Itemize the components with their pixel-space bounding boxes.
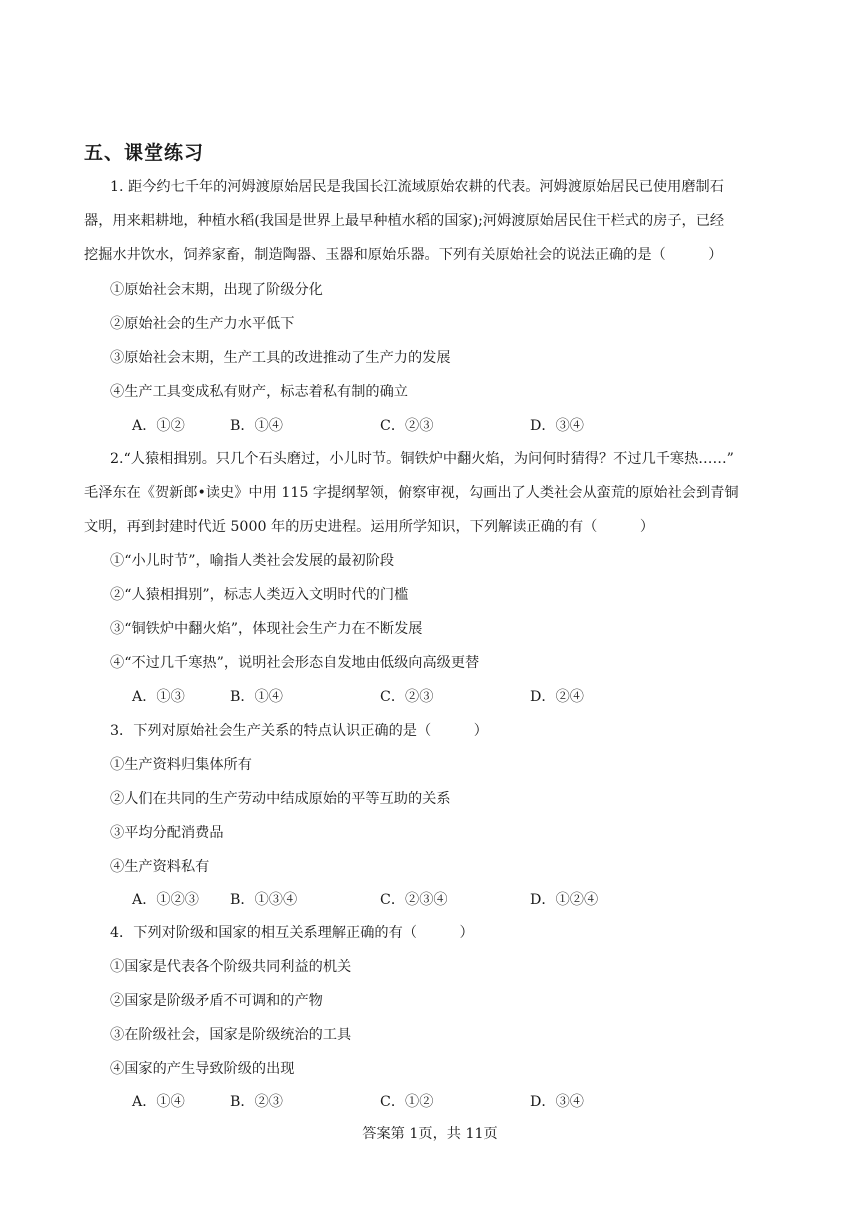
question-1-option-d: D．③④ [530, 418, 584, 434]
question-2-stem-line-3: 文明，再到封建时代近 5000 年的历史进程。运用所学知识，下列解读正确的有（ ） [84, 519, 655, 535]
question-3-stem: 3．下列对原始社会生产关系的特点认识正确的是（ ） [110, 723, 488, 739]
question-1-item-1: ①原始社会末期，出现了阶级分化 [110, 282, 323, 298]
question-3-option-b: B．①③④ [230, 892, 298, 908]
question-4-option-c: C．①② [380, 1094, 434, 1110]
question-2-option-b: B．①④ [230, 689, 283, 705]
question-3-option-d: D．①②④ [530, 892, 599, 908]
question-3-item-1: ①生产资料归集体所有 [110, 757, 252, 773]
question-1-option-a: A．①② [132, 418, 185, 434]
question-2-item-4: ④“不过几千寒热”，说明社会形态自发地由低级向高级更替 [110, 655, 480, 671]
question-1-stem-line-2: 器，用来耜耕地，种植水稻(我国是世界上最早种植水稻的国家);河姆渡原始居民住干栏式的房子，已经 [84, 213, 725, 229]
question-1-item-4: ④生产工具变成私有财产，标志着私有制的确立 [110, 384, 408, 400]
question-4-item-3: ③在阶级社会，国家是阶级统治的工具 [110, 1027, 352, 1043]
question-3-option-c: C．②③④ [380, 892, 448, 908]
question-2-option-d: D．②④ [530, 689, 584, 705]
question-2-stem-line-2: 毛泽东在《贺新郎•读史》中用 115 字提纲挈领，俯察审视，勾画出了人类社会从蛮荒的原始社会到青铜 [84, 485, 739, 501]
question-2-stem-line-1: 2.“人猿相揖别。只几个石头磨过，小儿时节。铜铁炉中翻火焰，为问何时猜得？不过几千寒热……” [110, 451, 734, 467]
question-4-option-d: D．③④ [530, 1094, 584, 1110]
question-1-option-b: B．①④ [230, 418, 283, 434]
question-3-options [132, 890, 772, 910]
question-4-item-4: ④国家的产生导致阶级的出现 [110, 1061, 295, 1077]
question-4-option-a: A．①④ [132, 1094, 185, 1110]
question-2-item-1: ①“小儿时节”，喻指人类社会发展的最初阶段 [110, 553, 395, 569]
question-1-option-c: C．②③ [380, 418, 434, 434]
question-2-item-2: ②“人猿相揖别”，标志人类迈入文明时代的门槛 [110, 587, 409, 603]
section-title: 五、课堂练习 [84, 142, 205, 164]
question-3-item-2: ②人们在共同的生产劳动中结成原始的平等互助的关系 [110, 791, 451, 807]
question-4-options [132, 1092, 772, 1112]
question-2-options [132, 687, 772, 707]
question-1-stem-line-1: 1. 距今约七千年的河姆渡原始居民是我国长江流域原始农耕的代表。河姆渡原始居民已使用磨制石 [110, 179, 724, 195]
page-footer: 答案第 1页，共 11页 [362, 1126, 498, 1142]
question-3-item-3: ③平均分配消费品 [110, 825, 224, 841]
question-1-options [132, 416, 772, 436]
question-1-stem-line-3: 挖掘水井饮水，饲养家畜，制造陶器、玉器和原始乐器。下列有关原始社会的说法正确的是（ ） [84, 247, 723, 263]
question-3-option-a: A．①②③ [132, 892, 199, 908]
question-1-item-3: ③原始社会末期，生产工具的改进推动了生产力的发展 [110, 350, 451, 366]
question-2-option-c: C．②③ [380, 689, 434, 705]
question-4-item-2: ②国家是阶级矛盾不可调和的产物 [110, 993, 323, 1009]
question-4-stem: 4．下列对阶级和国家的相互关系理解正确的有（ ） [110, 925, 474, 941]
question-4-option-b: B．②③ [230, 1094, 283, 1110]
question-1-item-2: ②原始社会的生产力水平低下 [110, 316, 295, 332]
question-2-option-a: A．①③ [132, 689, 185, 705]
question-3-item-4: ④生产资料私有 [110, 859, 210, 875]
question-2-item-3: ③“铜铁炉中翻火焰”，体现社会生产力在不断发展 [110, 621, 423, 637]
question-4-item-1: ①国家是代表各个阶级共同利益的机关 [110, 959, 352, 975]
